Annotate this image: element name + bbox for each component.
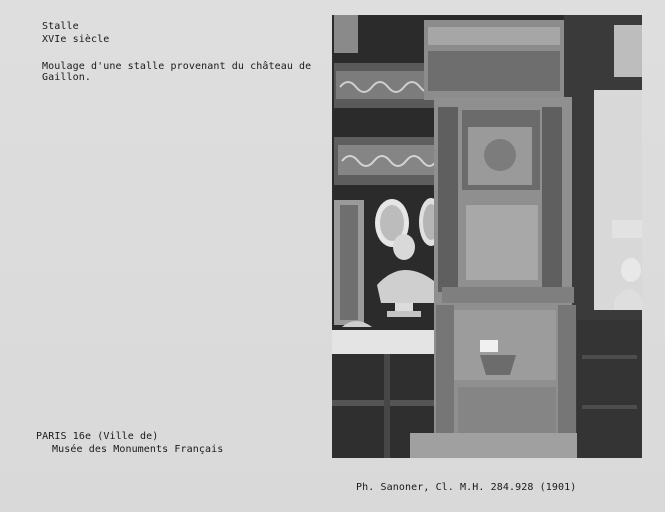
- choir-stall: [410, 20, 582, 458]
- card-title: Stalle: [42, 21, 79, 32]
- location-line1: PARIS 16e (Ville de): [36, 431, 159, 442]
- card-description-line1: Moulage d'une stalle provenant du château de: [42, 61, 312, 72]
- card-description-line2: Gaillon.: [42, 72, 91, 83]
- photo-credit: Ph. Sanoner, Cl. M.H. 284.928 (1901): [356, 482, 577, 493]
- card-century: XVIe siècle: [42, 34, 110, 45]
- location-line2: Musée des Monuments Français: [52, 444, 224, 455]
- photograph: [332, 15, 642, 458]
